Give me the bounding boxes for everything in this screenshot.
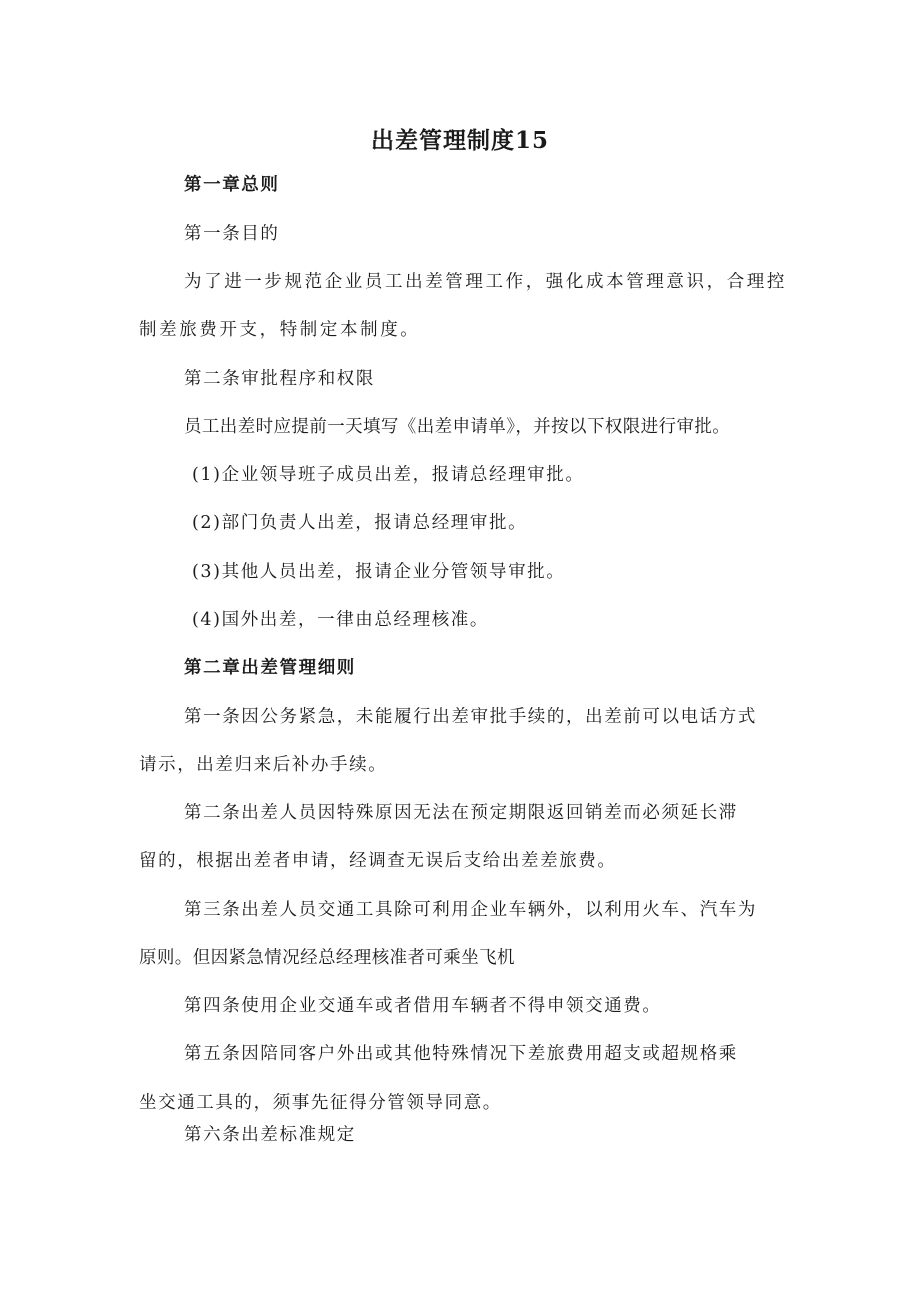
article-1-text-line-2: 制差旅费开支，特制定本制度。 (139, 320, 421, 340)
chapter-1-heading: 第一章总则 (184, 175, 280, 195)
chapter-2-article-1-line-1: 第一条因公务紧急，未能履行出差审批手续的，出差前可以电话方式 (184, 707, 757, 727)
document-title: 出差管理制度15 (370, 127, 549, 154)
chapter-2-article-3-line-2: 原则。但因紧急情况经总经理核准者可乘坐飞机 (139, 948, 515, 968)
article-1-title: 第一条目的 (184, 224, 280, 244)
chapter-2-article-2-line-1: 第二条出差人员因特殊原因无法在预定期限返回销差而必须延长滞 (184, 803, 738, 823)
chapter-2-article-5-line-1: 第五条因陪同客户外出或其他特殊情况下差旅费用超支或超规格乘 (184, 1044, 738, 1064)
chapter-2-heading: 第二章出差管理细则 (184, 658, 356, 678)
approval-item-2: (2)部门负责人出差，报请总经理审批。 (192, 513, 528, 533)
chapter-2-article-5-line-2: 坐交通工具的，须事先征得分管领导同意。 (139, 1093, 502, 1113)
chapter-2-article-1-line-2: 请示，出差归来后补办手续。 (139, 755, 388, 775)
chapter-2-article-4: 第四条使用企业交通车或者借用车辆者不得申领交通费。 (184, 996, 662, 1016)
article-1-text-line-1: 为了进一步规范企业员工出差管理工作，强化成本管理意识，合理控 (184, 272, 787, 292)
approval-item-4: (4)国外出差，一律由总经理核准。 (192, 610, 489, 630)
chapter-2-article-2-line-2: 留的，根据出差者申请，经调查无误后支给出差差旅费。 (139, 851, 617, 871)
approval-item-3: (3)其他人员出差，报请企业分管领导审批。 (192, 562, 566, 582)
chapter-2-article-6: 第六条出差标准规定 (184, 1125, 356, 1145)
chapter-2-article-3-line-1: 第三条出差人员交通工具除可利用企业车辆外，以利用火车、汽车为 (184, 900, 757, 920)
article-2-title: 第二条审批程序和权限 (184, 369, 375, 389)
approval-item-1: (1)企业领导班子成员出差，报请总经理审批。 (192, 465, 585, 485)
article-2-text: 员工出差时应提前一天填写《出差申请单》，并按以下权限进行审批。 (184, 417, 731, 437)
